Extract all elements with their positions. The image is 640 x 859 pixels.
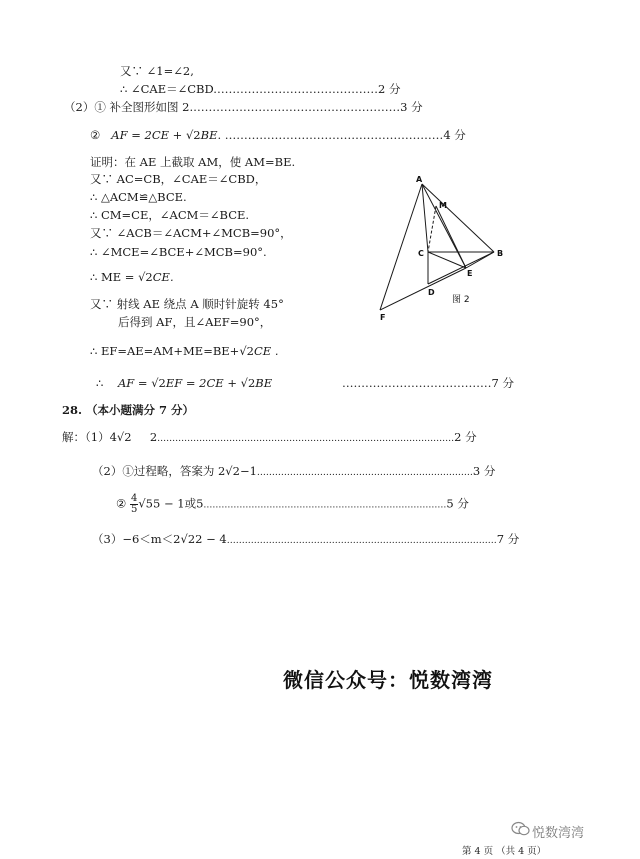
segment-CE bbox=[428, 252, 466, 268]
proof-line-9: 后得到 AF，且∠AEF=90°， bbox=[118, 315, 272, 329]
answer-28-1: 解：（1）4√2 2………………………………………………………………………………………2 分 bbox=[62, 430, 477, 444]
answer-28-2-1: （2）①过程略，答案为 2√2−1………………………………………………………………3 分 bbox=[92, 464, 496, 478]
segment-AF bbox=[380, 184, 422, 310]
label-C: C bbox=[418, 249, 424, 258]
proof-line-2: 又∵ AC=CB，∠CAE＝∠CBD， bbox=[90, 172, 267, 186]
label-F: F bbox=[380, 313, 386, 322]
watermark-main-text: 微信公众号：悦数湾湾 bbox=[283, 668, 493, 692]
line-part2-step2: ② AF = 2CE + √2BE. …………………………………………………4 分 bbox=[90, 128, 466, 142]
fraction-4-5: $\frac{4}{5}$ bbox=[130, 493, 138, 515]
segment-ME bbox=[436, 206, 466, 268]
answer-28-2-2: ② $\frac{4}{5}$ √55 − 1或5………………………………………………………………………5 分 bbox=[116, 493, 469, 515]
geometry-figure-2 bbox=[350, 172, 520, 322]
watermark-brand: 悦数湾湾 bbox=[532, 826, 585, 841]
proof-line-3: ∴ △ACM≌△BCE. bbox=[90, 190, 187, 204]
proof-line-6: ∴ ∠MCE=∠BCE+∠MCB=90°. bbox=[90, 245, 267, 259]
proof-conclusion: ∴ AF = √2EF = 2CE + √2BE bbox=[96, 376, 273, 390]
line-angle-conclusion: ∴ ∠CAE＝∠CBD.……………………………………2 分 bbox=[120, 82, 401, 96]
proof-line-5: 又∵ ∠ACB＝∠ACM+∠MCB=90°， bbox=[90, 226, 292, 240]
line-given-angles: 又∵ ∠1=∠2, bbox=[120, 64, 194, 78]
segment-AB bbox=[422, 184, 494, 252]
proof-line-4: ∴ CM=CE，∠ACM＝∠BCE. bbox=[90, 208, 250, 222]
segment-MC-dashed bbox=[428, 206, 436, 252]
proof-line-8: 又∵ 射线 AE 绕点 A 顺时针旋转 45° bbox=[90, 297, 284, 311]
answer-28-3: （3）−6＜m＜2√22 − 4………………………………………………………………………………7 分 bbox=[92, 532, 520, 546]
figure-caption: 图 2 bbox=[452, 295, 470, 305]
wechat-icon bbox=[511, 821, 531, 837]
proof-line-10: ∴ EF=AE=AM+ME=BE+√2CE . bbox=[90, 344, 279, 358]
label-B: B bbox=[497, 249, 504, 258]
label-D: D bbox=[428, 288, 435, 297]
label-E: E bbox=[467, 269, 473, 278]
page-footer: 第 4 页 （共 4 页） bbox=[462, 846, 547, 857]
label-A: A bbox=[416, 175, 423, 184]
label-M: M bbox=[439, 201, 447, 210]
proof-conclusion-score: …………………………………7 分 bbox=[342, 376, 514, 390]
question-28-header: 28. （本小题满分 7 分） bbox=[62, 403, 195, 417]
proof-line-1: 证明：在 AE 上截取 AM，使 AM=BE. bbox=[90, 155, 296, 169]
line-part2-step1: （2）① 补全图形如图 2.………………………………………………3 分 bbox=[64, 100, 423, 114]
proof-line-7: ∴ ME = √2CE. bbox=[90, 270, 174, 284]
